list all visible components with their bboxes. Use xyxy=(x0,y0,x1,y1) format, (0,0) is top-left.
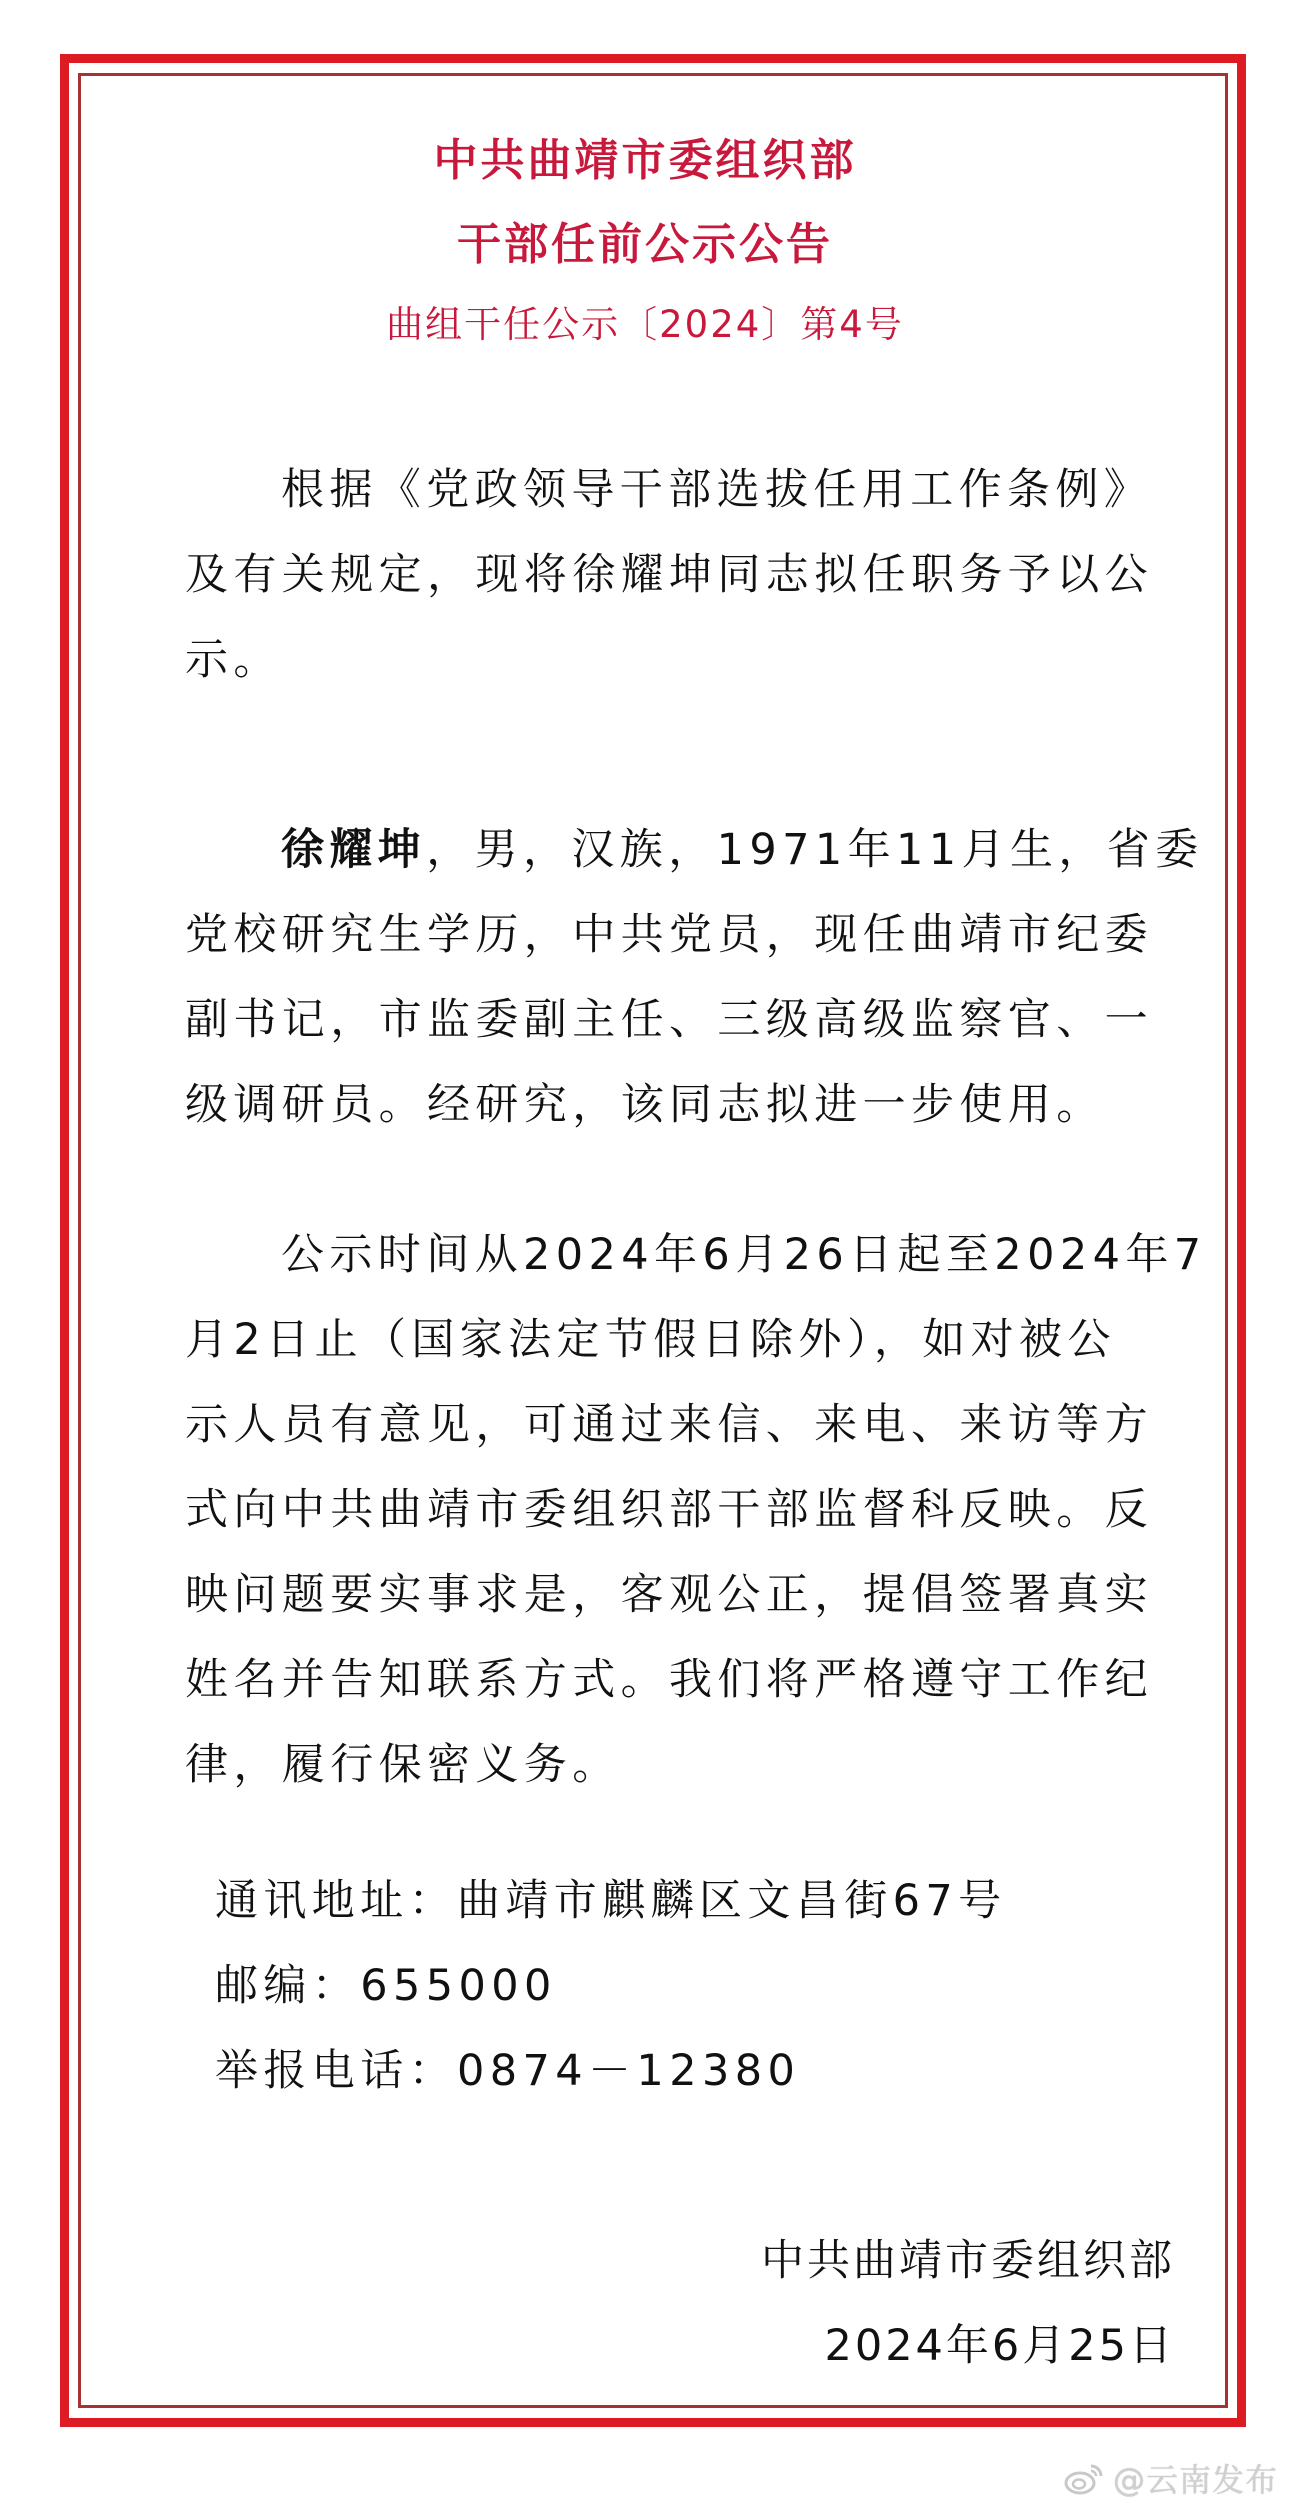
candidate-name: 徐耀坤 xyxy=(281,825,427,875)
title-announcement: 干部任前公示公告 xyxy=(457,219,833,270)
paragraph3-line: 月2日止（国家法定节假日除外），如对被公 xyxy=(185,1315,1116,1365)
candidate-basic-info: ，男，汉族，1971年11月生，省委 xyxy=(426,825,1204,875)
paragraph3-line: 式向中共曲靖市委组织部干部监督科反映。反 xyxy=(185,1485,1153,1535)
contact-hotline: 举报电话：0874－12380 xyxy=(215,2046,801,2096)
weibo-icon xyxy=(1063,2460,1107,2496)
title-organization: 中共曲靖市委组织部 xyxy=(433,135,857,186)
paragraph3-line: 律，履行保密义务。 xyxy=(185,1740,621,1790)
weibo-watermark xyxy=(1063,2455,1278,2501)
paragraph2-line: 级调研员。经研究，该同志拟进一步使用。 xyxy=(185,1080,1105,1130)
paragraph3-line: 公示时间从2024年6月26日起至2024年7 xyxy=(281,1230,1207,1280)
paragraph1-line: 示。 xyxy=(185,635,282,685)
watermark-text: @云南发布 xyxy=(1112,2461,1278,2499)
signature-date: 2024年6月25日 xyxy=(824,2321,1175,2371)
paragraph1-line: 根据《党政领导干部选拔任用工作条例》 xyxy=(281,465,1153,515)
paragraph2-line: 副书记，市监委副主任、三级高级监察官、一 xyxy=(185,995,1153,1045)
paragraph2-line xyxy=(281,822,1290,878)
signature-organization: 中共曲靖市委组织部 xyxy=(761,2236,1175,2286)
contact-address: 通讯地址：曲靖市麒麟区文昌街67号 xyxy=(215,1876,1007,1926)
paragraph3-line: 映问题要实事求是，客观公正，提倡签署真实 xyxy=(185,1570,1153,1620)
paragraph1-line: 及有关规定，现将徐耀坤同志拟任职务予以公 xyxy=(185,550,1153,600)
contact-postcode: 邮编：655000 xyxy=(215,1961,557,2011)
paragraph2-line: 党校研究生学历，中共党员，现任曲靖市纪委 xyxy=(185,910,1153,960)
paragraph3-line: 示人员有意见，可通过来信、来电、来访等方 xyxy=(185,1400,1153,1450)
document-number: 曲组干任公示〔2024〕第4号 xyxy=(386,303,904,346)
paragraph3-line: 姓名并告知联系方式。我们将严格遵守工作纪 xyxy=(185,1655,1153,1705)
